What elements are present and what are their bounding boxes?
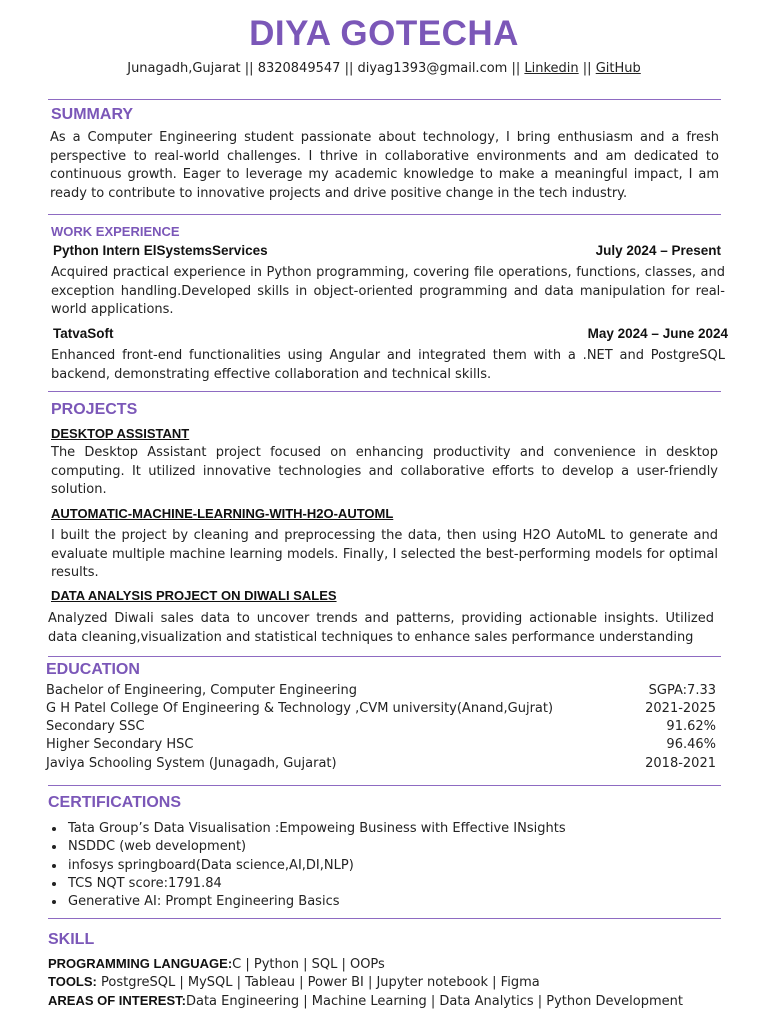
certification-item: • TCS NQT score:1791.84: [66, 875, 728, 893]
education-value: SGPA:7.33: [648, 683, 716, 698]
summary-heading: SUMMARY: [51, 106, 134, 123]
education-item: Javiya Schooling System (Junagadh, Gujarat): [46, 756, 337, 771]
job-description: Acquired practical experience in Python programming, covering file operations, functions, classes, and exception handling.Developed skills in object-oriented programming and data manipulation for real-world applications.: [51, 265, 725, 317]
project-title: AUTOMATIC-MACHINE-LEARNING-WITH-H2O-AUTOML: [51, 506, 394, 521]
education-row: [46, 701, 716, 719]
job-dates: May 2024 – June 2024: [587, 326, 728, 341]
education-heading: EDUCATION: [46, 661, 140, 678]
project-title: DATA ANALYSIS PROJECT ON DIWALI SALES: [51, 588, 337, 603]
certification-item: • Tata Group’s Data Visualisation :Empoweing Business with Effective INsights: [66, 820, 728, 838]
divider: [48, 214, 721, 215]
divider: [48, 99, 721, 100]
candidate-name: DIYA GOTECHA: [249, 14, 519, 53]
job-title: TatvaSoft: [53, 326, 114, 341]
divider: [48, 656, 721, 657]
skill-label: AREAS OF INTEREST:: [48, 993, 186, 1008]
summary-text: As a Computer Engineering student passionate about technology, I bring enthusiasm and a fresh perspective to real-world challenges. I thrive in collaborative environments and am dedicated to continuous growth. Eager to leverage my academic knowledge to make a meaningful impact, I am ready to contribute to innovative projects and drive positive change in the tech industry.: [50, 130, 719, 201]
phone-text: 8320849547: [257, 61, 341, 76]
job-description: Enhanced front-end functionalities using Angular and integrated them with a .NET and PostgreSQL backend, demonstrating effective collaboration and technical skills.: [51, 348, 725, 382]
education-item: G H Patel College Of Engineering & Technology ,CVM university(Anand,Gujrat): [46, 701, 554, 716]
education-value: 2021-2025: [645, 701, 716, 716]
divider: [48, 918, 721, 919]
skill-label: PROGRAMMING LANGUAGE:: [48, 956, 233, 971]
skill-line-tools: [48, 974, 540, 990]
separator: ||: [582, 61, 592, 76]
job-dates: July 2024 – Present: [595, 243, 721, 258]
skill-line-programming: [48, 956, 385, 972]
education-row: [46, 683, 716, 701]
divider: [48, 785, 721, 786]
work-experience-heading: WORK EXPERIENCE: [51, 224, 180, 239]
separator: ||: [511, 61, 521, 76]
education-row: [46, 756, 716, 774]
education-value: 2018-2021: [645, 756, 716, 771]
certifications-list: [48, 820, 728, 911]
skill-value: PostgreSQL | MySQL | Tableau | Power BI | Jupyter notebook | Figma: [96, 975, 540, 990]
education-row: [46, 719, 716, 737]
project-description: I built the project by cleaning and preprocessing the data, then using H2O AutoML to generate and evaluate multiple machine learning models. Finally, I selected the best-performing models for optimal results.: [51, 528, 718, 580]
education-item: Secondary SSC: [46, 719, 145, 734]
skill-heading: SKILL: [48, 931, 95, 948]
education-value: 91.62%: [666, 719, 716, 734]
skill-label: TOOLS:: [48, 974, 97, 989]
education-value: 96.46%: [666, 737, 716, 752]
certification-item: • NSDDC (web development): [66, 838, 728, 856]
skill-line-interests: [48, 993, 683, 1009]
skill-value: C | Python | SQL | OOPs: [232, 957, 385, 972]
separator: ||: [244, 61, 254, 76]
contact-line: [0, 61, 768, 76]
separator: ||: [344, 61, 354, 76]
job-title: Python Intern ElSystemsServices: [53, 243, 268, 258]
skill-value: Data Engineering | Machine Learning | Data Analytics | Python Development: [185, 994, 683, 1009]
education-item: Higher Secondary HSC: [46, 737, 194, 752]
linkedin-link[interactable]: Linkedin: [524, 61, 579, 76]
projects-heading: PROJECTS: [51, 401, 138, 418]
divider: [48, 391, 721, 392]
project-description: The Desktop Assistant project focused on enhancing productivity and convenience in desktop computing. It utilized innovative technologies and collaborative efforts to develop a user-friendly solution.: [51, 445, 718, 497]
certification-item: • infosys springboard(Data science,AI,DI,NLP): [66, 857, 728, 875]
education-row: [46, 737, 716, 755]
email-text: diyag1393@gmail.com: [357, 61, 508, 76]
project-description: Analyzed Diwali sales data to uncover trends and patterns, providing actionable insights. Utilized data cleaning,visualization and statistical techniques to enhance sales performance understanding: [48, 611, 714, 645]
github-link[interactable]: GitHub: [595, 61, 641, 76]
education-item: Bachelor of Engineering, Computer Engineering: [46, 683, 357, 698]
location-text: Junagadh,Gujarat: [127, 61, 241, 76]
certification-item: • Generative AI: Prompt Engineering Basics: [66, 893, 728, 911]
certifications-heading: CERTIFICATIONS: [48, 794, 182, 811]
project-title: DESKTOP ASSISTANT: [51, 426, 190, 441]
